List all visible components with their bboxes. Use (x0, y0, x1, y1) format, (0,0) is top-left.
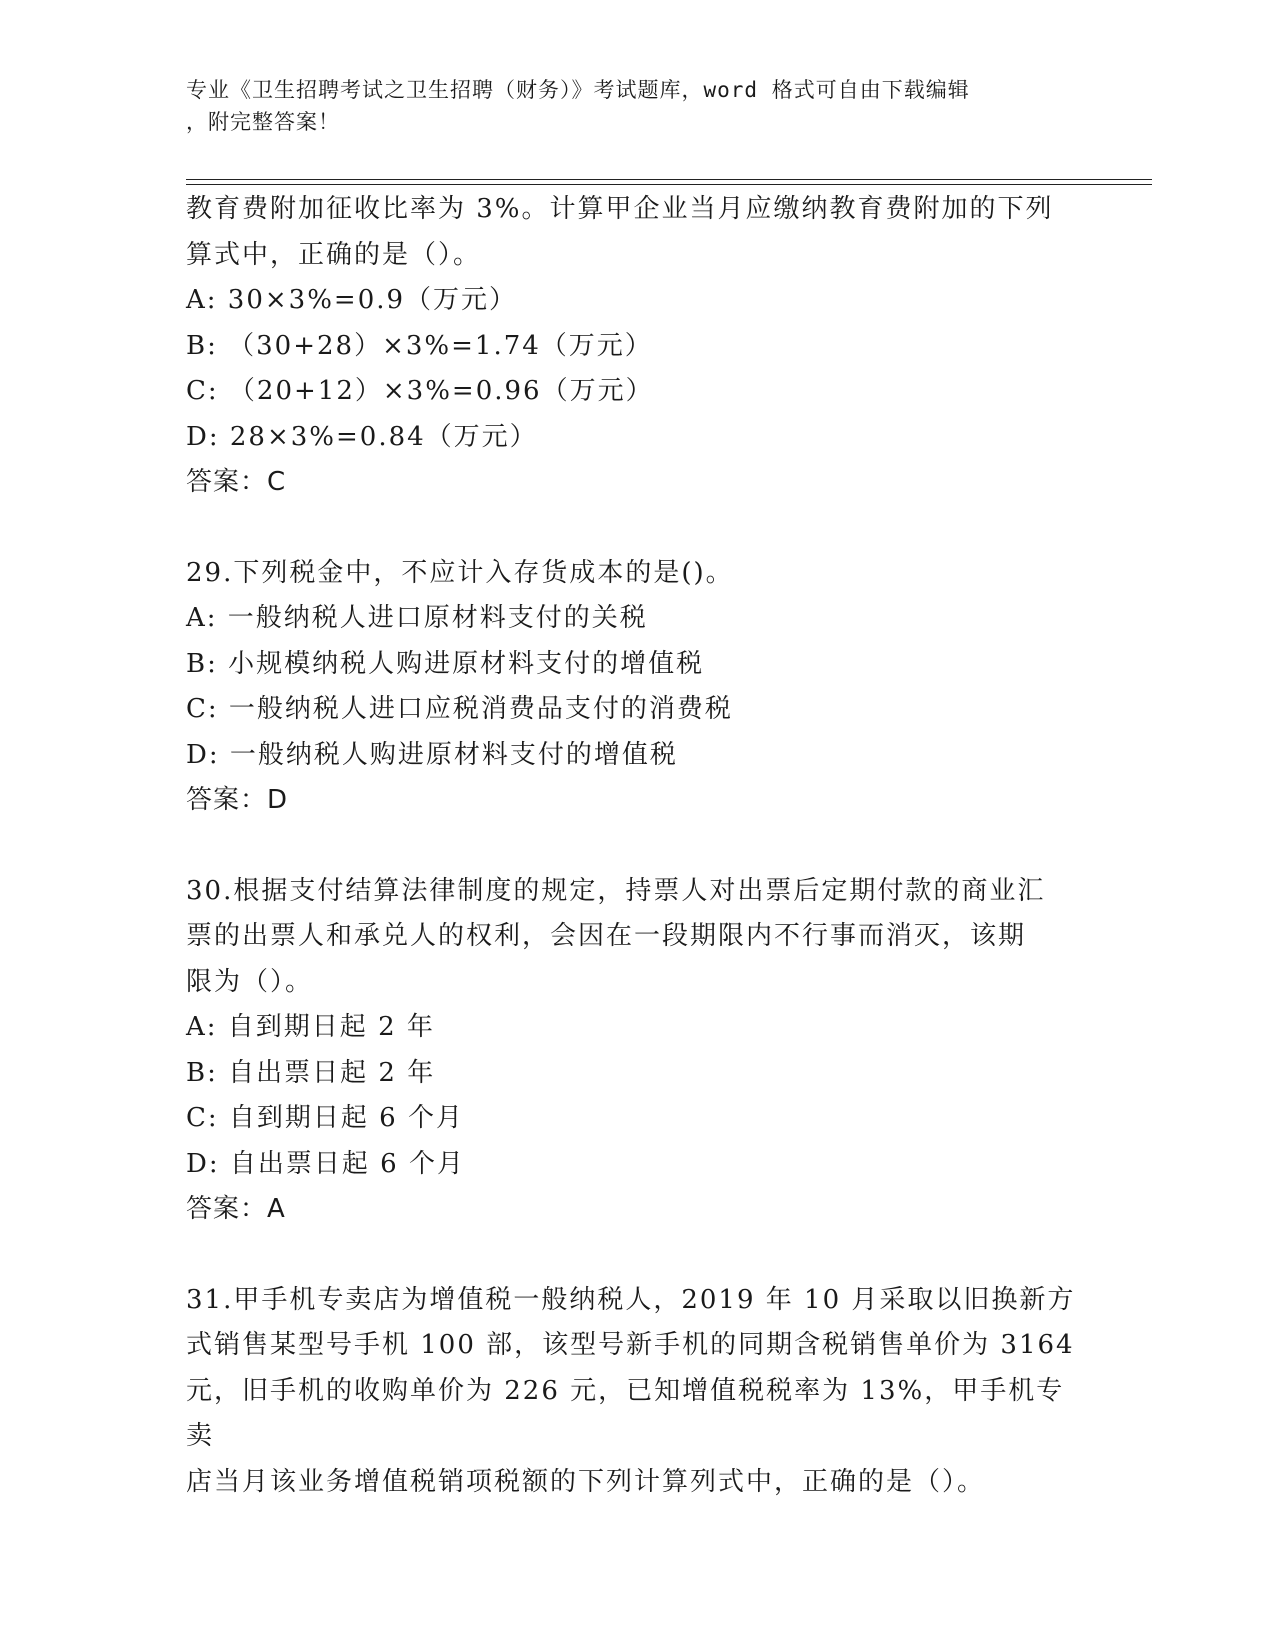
question-text-line: 29.下列税金中，不应计入存货成本的是()。 (186, 557, 734, 588)
document-header (186, 74, 1066, 138)
question-28 (186, 187, 1086, 506)
question-31 (186, 1278, 1086, 1506)
option-b: B: （30+28）×3%=1.74（万元） (186, 330, 653, 361)
header-line-2: ，附完整答案！ (186, 110, 340, 134)
option-c: C: （20+12）×3%=0.96（万元） (186, 376, 654, 406)
question-text-line: 元，旧手机的收购单价为 226 元，已知增值税税率为 13%，甲手机专卖 (186, 1375, 1065, 1451)
question-text-line: 式销售某型号手机 100 部，该型号新手机的同期含税销售单价为 3164 (186, 1330, 1075, 1360)
question-text-line: 教育费附加征收比率为 3%。计算甲企业当月应缴纳教育费附加的下列 (186, 194, 1054, 224)
question-text-line: 算式中，正确的是（）。 (186, 239, 482, 270)
header-divider-bottom (186, 184, 1152, 185)
option-d: D: 28×3%=0.84（万元） (186, 421, 538, 452)
option-d: D: 一般纳税人购进原材料支付的增值税 (186, 739, 678, 770)
question-text-line: 店当月该业务增值税销项税额的下列计算列式中，正确的是（）。 (186, 1466, 986, 1497)
header-divider-top (186, 179, 1152, 180)
question-text-line: 31.甲手机专卖店为增值税一般纳税人，2019 年 10 月采取以旧换新方 (186, 1284, 1076, 1315)
option-d: D: 自出票日起 6 个月 (186, 1148, 465, 1179)
option-b: B: 小规模纳税人购进原材料支付的增值税 (186, 648, 705, 679)
option-b: B: 自出票日起 2 年 (186, 1057, 436, 1088)
option-a: A: 30×3%=0.9（万元） (186, 285, 518, 315)
answer-line: 答案：A (186, 1194, 286, 1224)
option-c: C: 自到期日起 6 个月 (186, 1103, 464, 1133)
answer-line: 答案：C (186, 467, 287, 497)
option-c: C: 一般纳税人进口应税消费品支付的消费税 (186, 694, 733, 724)
option-a: A: 自到期日起 2 年 (186, 1012, 435, 1042)
question-30 (186, 869, 1086, 1233)
question-text-line: 限为（）。 (186, 966, 314, 997)
question-text-line: 票的出票人和承兑人的权利，会因在一段期限内不行事而消灭，该期 (186, 921, 1027, 951)
header-line-1: 专业《卫生招聘考试之卫生招聘（财务）》考试题库，word 格式可自由下载编辑 (186, 78, 970, 102)
answer-line: 答案：D (186, 785, 289, 815)
document-body (186, 187, 1086, 1505)
question-29 (186, 551, 1086, 824)
question-text-line: 30.根据支付结算法律制度的规定，持票人对出票后定期付款的商业汇 (186, 875, 1046, 906)
option-a: A: 一般纳税人进口原材料支付的关税 (186, 603, 648, 633)
